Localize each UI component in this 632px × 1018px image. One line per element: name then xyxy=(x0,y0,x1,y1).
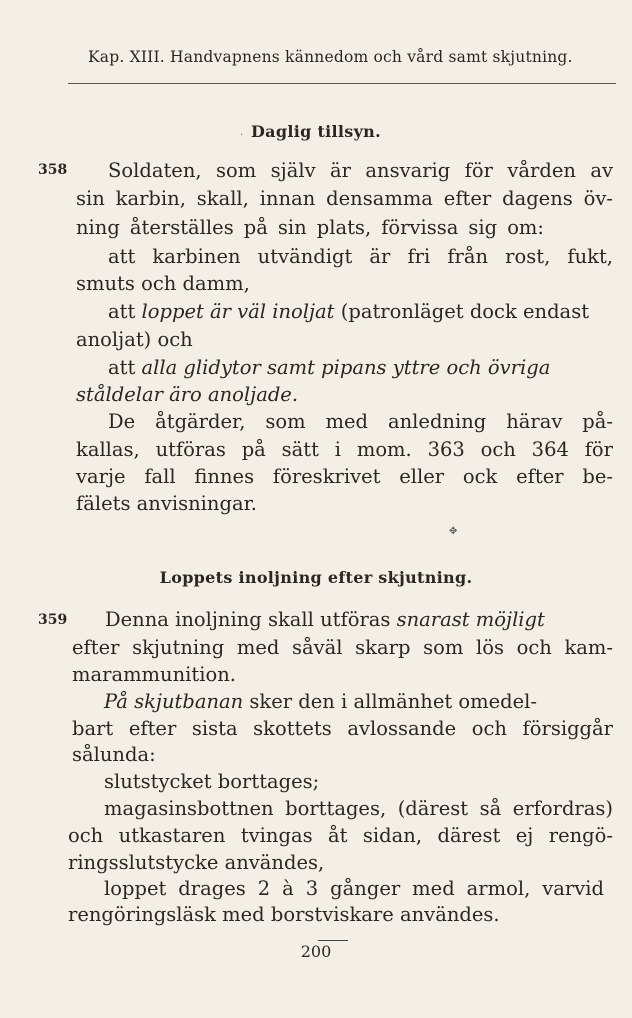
text-run: att xyxy=(108,300,142,323)
text-line: bart efter sista skottets avlossande och försiggår xyxy=(72,717,613,740)
text-run: sker den i allmänhet omedel- xyxy=(243,690,538,713)
section-heading-oiling: Loppets inoljning efter skjutning. xyxy=(159,568,473,587)
paragraph-number-359: 359 xyxy=(38,612,68,628)
italic-text-run: loppet är väl inoljat xyxy=(141,300,335,323)
section-heading-daily: Daglig tillsyn. xyxy=(251,122,381,141)
page-number-rule xyxy=(318,940,348,941)
text-line: anoljat) och xyxy=(76,328,193,351)
text-line: smuts och damm, xyxy=(76,272,250,295)
text-run: Denna inoljning skall utföras xyxy=(105,608,397,631)
text-line: fälets anvisningar. xyxy=(76,492,257,515)
italic-text-run: På skjutbanan xyxy=(104,690,244,713)
text-line xyxy=(108,356,613,380)
text-line: sin karbin, skall, innan densamma efter dagens öv- xyxy=(76,187,613,210)
text-line: och utkastaren tvingas åt sidan, därest ej rengö- xyxy=(68,824,613,847)
text-run: (patronläget dock endast xyxy=(334,300,590,323)
text-line: magasinsbottnen borttages, (därest så erfordras) xyxy=(104,797,613,820)
text-line: ringsslutstycke användes, xyxy=(68,851,325,874)
text-line xyxy=(108,300,613,324)
text-line: Soldaten, som själv är ansvarig för vården av xyxy=(108,159,613,182)
running-header: Kap. XIII. Handvapnens kännedom och vård samt skjutning. xyxy=(88,48,573,66)
text-line: varje fall finnes föreskrivet eller ock efter be- xyxy=(76,465,613,488)
text-line: loppet drages 2 à 3 gånger med armol, varvid xyxy=(104,877,604,900)
text-line xyxy=(105,608,613,632)
text-run: att xyxy=(108,356,142,379)
italic-text-run: alla glidytor samt pipans yttre och övriga xyxy=(141,356,551,379)
page-number: 200 xyxy=(300,942,332,961)
text-line: ning återställes på sin plats, förvissa sig om: xyxy=(76,216,544,239)
italic-text-run: snarast möjligt xyxy=(396,608,545,631)
text-line xyxy=(104,690,613,714)
text-line: slutstycket borttages; xyxy=(104,770,320,793)
text-line: sålunda: xyxy=(72,743,156,766)
ornament: ✥ xyxy=(449,526,458,537)
text-line: rengöringsläsk med borstviskare användes. xyxy=(68,903,500,926)
text-line: ståldelar äro anoljade. xyxy=(76,383,299,406)
text-line: marammunition. xyxy=(72,663,236,686)
header-rule xyxy=(68,83,616,84)
speck: · xyxy=(240,130,244,141)
text-line: De åtgärder, som med anledning härav på- xyxy=(108,410,613,433)
text-line: att karbinen utvändigt är fri från rost, fukt, xyxy=(108,245,613,268)
text-line: efter skjutning med såväl skarp som lös och kam- xyxy=(72,636,613,659)
text-line: kallas, utföras på sätt i mom. 363 och 364 för xyxy=(76,438,613,461)
paragraph-number-358: 358 xyxy=(38,162,68,178)
